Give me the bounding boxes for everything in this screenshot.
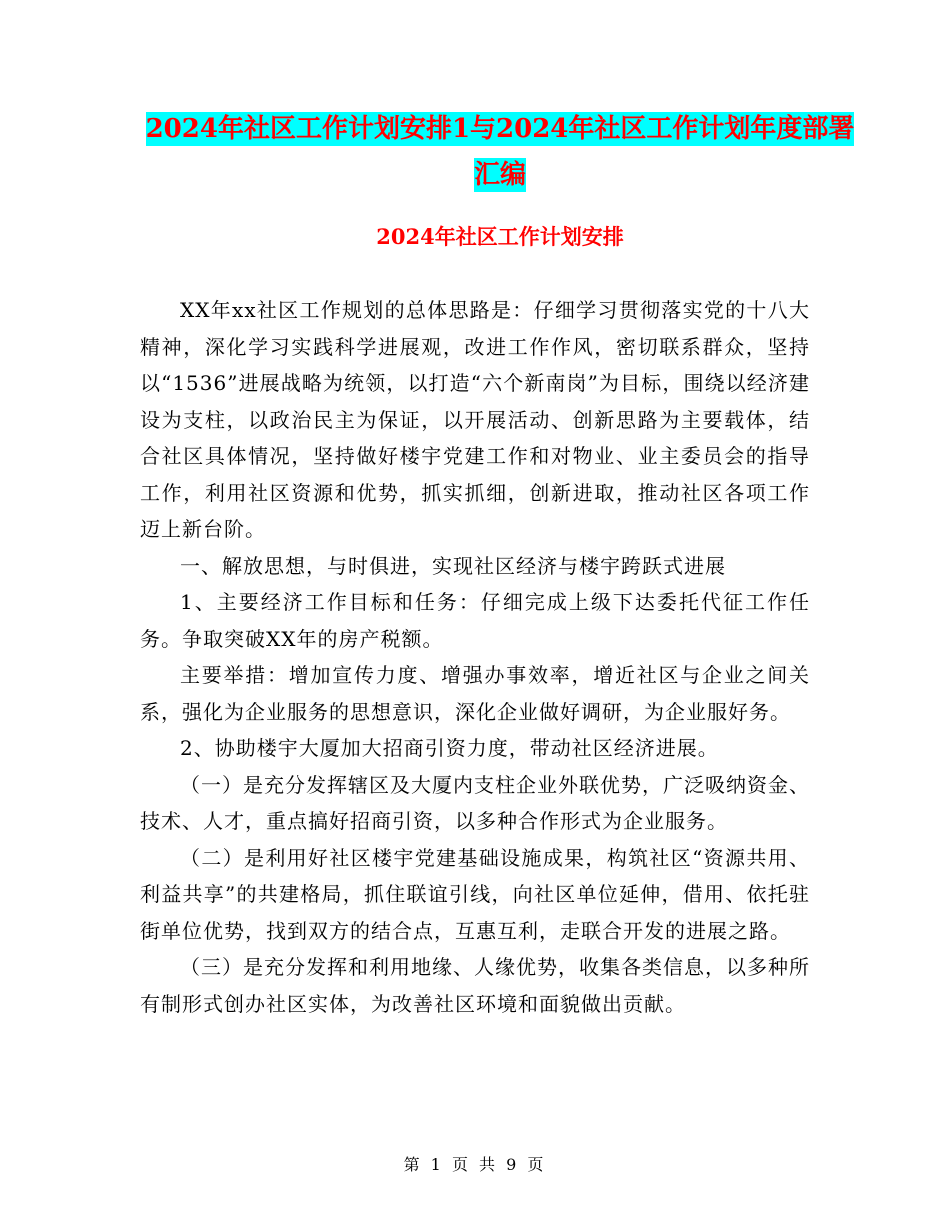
document-title xyxy=(140,106,860,198)
page-number-footer: 第 1 页 共 9 页 xyxy=(403,1155,547,1174)
paragraph-point-2: （二）是利用好社区楼宇党建基础设施成果，构筑社区“资源共用、利益共享”的共建格局，抓住联谊引线，向社区单位延伸，借用、依托驻街单位优势，找到双方的结合点，互惠互利，走联合开发的进展之路。 xyxy=(140,845,810,943)
paragraph-economic-targets: 1、主要经济工作目标和任务：仔细完成上级下达委托代征工作任务。争取突破XX年的房产税额。 xyxy=(140,590,810,651)
document-body xyxy=(140,292,810,1022)
paragraph-overview: XX年xx社区工作规划的总体思路是：仔细学习贯彻落实党的十八大精神，深化学习实践科学进展观，改进工作作风，密切联系群众，坚持以“1536”进展战略为统领，以打造“六个新南岗”为目标，围绕以经济建设为支柱，以政治民主为保证，以开展活动、创新思路为主要载体，结合社区具体情况，坚持做好楼宇党建工作和对物业、业主委员会的指导工作，利用社区资源和优势，抓实抓细，创新进取，推动社区各项工作迈上新台阶。 xyxy=(140,298,810,541)
paragraph-point-3: （三）是充分发挥和利用地缘、人缘优势，收集各类信息，以多种所有制形式创办社区实体，为改善社区环境和面貌做出贡献。 xyxy=(140,955,810,1016)
paragraph-main-measures: 主要举措：增加宣传力度、增强办事效率，增近社区与企业之间关系，强化为企业服务的思想意识，深化企业做好调研，为企业服好务。 xyxy=(140,663,810,724)
section-title: 2024年社区工作计划安排 xyxy=(376,224,624,249)
paragraph-heading-1: 一、解放思想，与时俱进，实现社区经济与楼宇跨跃式进展 xyxy=(180,553,726,578)
paragraph-point-1: （一）是充分发挥辖区及大厦内支柱企业外联优势，广泛吸纳资金、技术、人才，重点搞好招商引资，以多种合作形式为企业服务。 xyxy=(140,772,810,833)
paragraph-investment: 2、协助楼宇大厦加大招商引资力度，带动社区经济进展。 xyxy=(180,736,719,760)
document-title-text: 2024年社区工作计划安排1与2024年社区工作计划年度部署汇编 xyxy=(145,114,855,190)
